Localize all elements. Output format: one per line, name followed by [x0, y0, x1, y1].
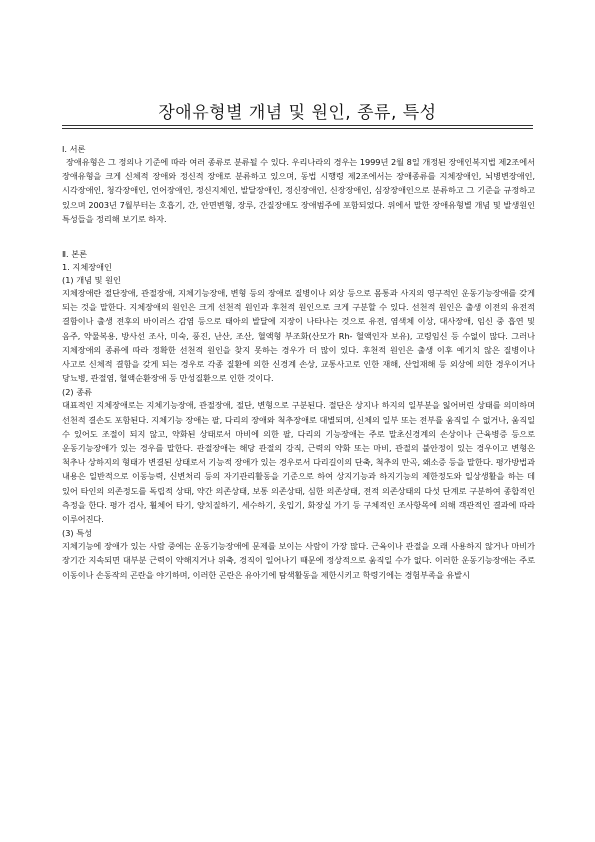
subheading-traits: (3) 특성: [62, 528, 93, 539]
intro-paragraph: 장애유형은 그 정의나 기준에 따라 여러 종류로 분류될 수 있다. 우리나라의 경우는 1999년 2월 8일 개정된 장애인복지법 제2조에서 장애유형을 크게 신체적 장애와 정신적 장애로 분류하고 있으며, 동법 시행령 제2조에서는 장애종류를 지체장애인, 뇌병변장애인, 시각장애인, 청각장애인, 언어장애인, 정신지체인, 발달장애인, 정신장애인, 신장장애인, 심장장애인으로 분류하고 그 기준을 규정하고 있으며 2003년 7월부터는 호흡기, 간, 안면변형, 장루, 간질장애도 장애범주에 포함되었다. 위에서 말한 장애유형별 개념 및 발생원인 특성들을 정리해 보기로 하자.: [62, 157, 535, 224]
subheading-concept-cause: (1) 개념 및 원인: [62, 275, 121, 286]
traits-paragraph: 지체기능에 장애가 있는 사람 중에는 운동기능장애에 문제를 보이는 사람이 가장 많다. 근육이나 관절을 오래 사용하지 않거나 마비가 장기간 지속되면 대부분 근력이 약해지거나 위축, 경직이 일어나기 때문에 정상적으로 움직일 수가 없다. 이러한 운동기능장애는 주로 이동이나 손동작의 곤란을 야기하며, 이러한 곤란은 유아기에 탐색활동을 제한시키고 학령기에는 경험부족을 유발시: [62, 541, 535, 580]
document-body: [62, 143, 535, 582]
title-underline-bottom: [62, 128, 533, 129]
subheading-physical-disability: 1. 지체장애인: [62, 262, 112, 273]
cause-paragraph: 지체장애란 절단장애, 관절장애, 지체기능장애, 변형 등의 장애로 질병이나 외상 등으로 몸통과 사지의 영구적인 운동기능장애를 갖게 되는 것을 말한다. 지체장애의 원인은 크게 선천적 원인과 후천적 원인으로 크게 구분할 수 있다. 선천적 원인은 출생 이전의 유전적 결함이나 출생 전후의 바이러스 감염 등으로 태아의 발달에 지장이 나타나는 것으로 유전, 염색체 이상, 대사장애, 임신 중 흡연 및 음주, 약물복용, 방사선 조사, 미숙, 풍진, 난산, 조산, 혈액형 부조화(산모가 Rh- 혈액인자 보유), 고령임신 등 수없이 많다. 그러나 지체장애의 종류에 따라 정확한 선천적 원인을 찾지 못하는 경우가 더 많이 있다. 후천적 원인은 출생 이후 예기치 않은 질병이나 사고로 신체적 결함을 갖게 되는 경우로 각종 질환에 의한 신경계 손상, 교통사고로 인한 재해, 산업재해 등 외상에 의한 경우이거나 당뇨병, 관절염, 혈액순환장애 등 만성질환으로 인한 것이다.: [62, 288, 535, 384]
title-underline-top: [62, 125, 533, 126]
subheading-types: (2) 종류: [62, 387, 93, 398]
document-title: 장애유형별 개념 및 원인, 종류, 특성: [158, 103, 437, 123]
section-heading-body: Ⅱ. 본론: [62, 249, 88, 260]
types-paragraph: 대표적인 지체장애로는 지체기능장애, 관절장애, 절단, 변형으로 구분된다. 절단은 상지나 하지의 일부분을 잃어버린 상태를 의미하며 선천적 결손도 포함된다. 지체기능 장애는 팔, 다리의 장애와 척추장애로 대별되며, 신체의 일부 또는 전부를 움직일 수 없거나, 움직일 수 있어도 조절이 되지 않고, 약화된 상태로서 마비에 의한 팔, 다리의 기능장애는 주로 말초신경계의 손상이나 근육병증 등으로 운동기능장애가 있는 경우를 말한다. 관절장애는 해당 관절의 강직, 근력의 약화 또는 마비, 관절의 불안정이 있는 경우이고 변형은 척추나 상하지의 형태가 변결된 상태로서 기능적 장애가 있는 경우로서 다리길이의 단축, 척추의 만곡, 왜소증 등을 말한다. 평가방법과 내용은 일반적으로 이동능력, 신변처리 등의 자기관리활동을 기준으로 하여 상지기능과 하지기능의 제한정도와 일상생활을 하는 데 있어 타인의 의존정도를 독립적 상태, 약간 의존상태, 보통 의존상태, 심한 의존상태, 전적 의존상태의 다섯 단계로 구분하여 종합적인 측정을 한다. 평가 검사, 휠체어 타기, 양치질하기, 세수하기, 옷입기, 화장실 가기 등 구체적인 조사항목에 의해 객관적인 결과에 따라 이루어진다.: [62, 400, 535, 525]
section-heading-intro: Ⅰ. 서론: [62, 144, 86, 154]
